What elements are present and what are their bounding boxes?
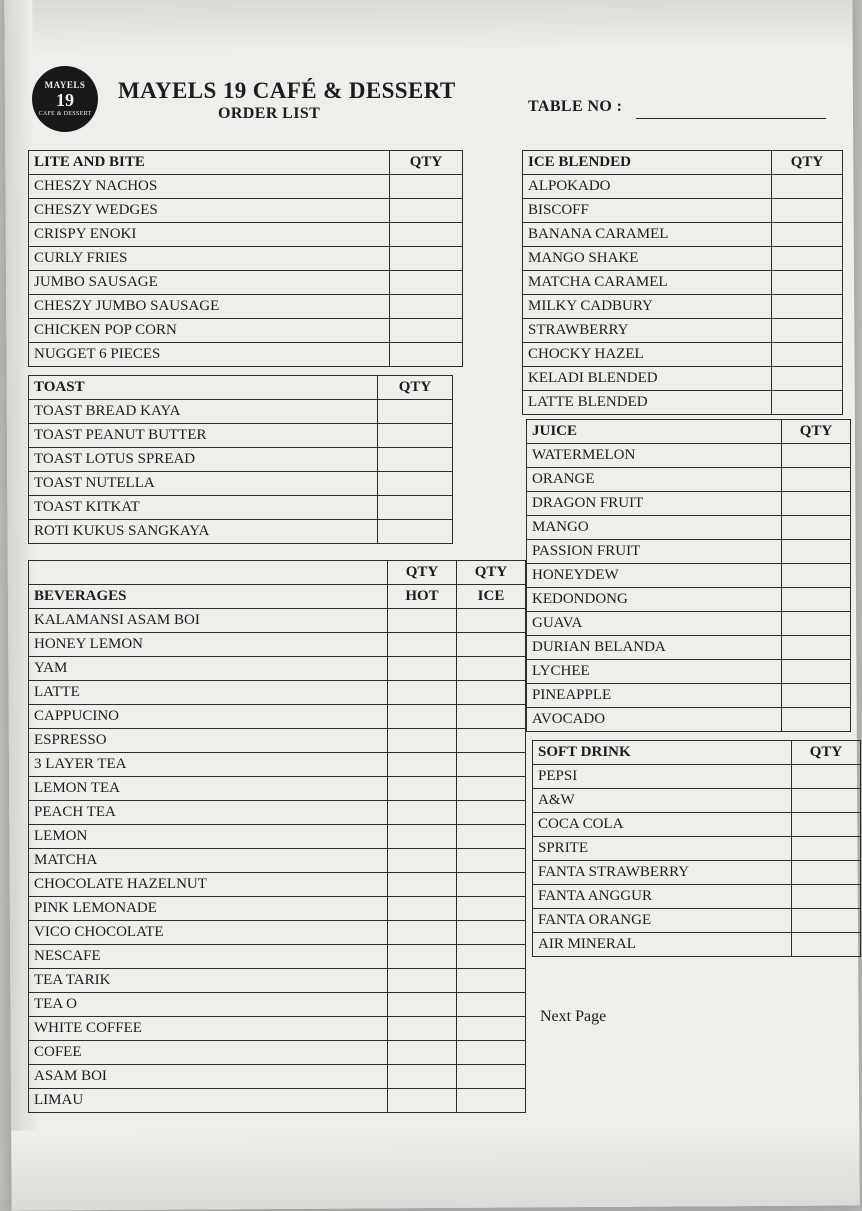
qty-input-cell[interactable] <box>782 660 851 684</box>
table-row <box>527 636 851 660</box>
qty-input-cell[interactable] <box>782 540 851 564</box>
qty-input-cell[interactable] <box>792 933 861 957</box>
soft-drink-body <box>533 741 861 957</box>
qty-ice-cell[interactable] <box>457 777 526 801</box>
item-label: DRAGON FRUIT <box>527 492 782 516</box>
item-label: AVOCADO <box>527 708 782 732</box>
table-row <box>527 564 851 588</box>
qty-input-cell[interactable] <box>390 295 463 319</box>
item-label: SPRITE <box>533 837 792 861</box>
item-label: HONEY LEMON <box>29 633 388 657</box>
qty-header: QTY <box>792 741 861 765</box>
item-label: LATTE <box>29 681 388 705</box>
qty-input-cell[interactable] <box>772 199 843 223</box>
qty-ice-cell[interactable] <box>457 729 526 753</box>
qty-hot-cell[interactable] <box>388 681 457 705</box>
qty-header: QTY <box>390 151 463 175</box>
qty-input-cell[interactable] <box>378 472 453 496</box>
table-row <box>29 969 526 993</box>
section-title-ice-blended: ICE BLENDED <box>523 151 772 175</box>
logo-line-2: 19 <box>56 90 74 111</box>
item-label: CURLY FRIES <box>29 247 390 271</box>
item-label: COFEE <box>29 1041 388 1065</box>
item-label: BANANA CARAMEL <box>523 223 772 247</box>
item-label: FANTA ANGGUR <box>533 885 792 909</box>
qty-hot-cell[interactable] <box>388 1017 457 1041</box>
table-row <box>523 247 843 271</box>
qty-hot-cell[interactable] <box>388 873 457 897</box>
table-row <box>29 319 463 343</box>
item-label: TOAST BREAD KAYA <box>29 400 378 424</box>
qty-hot-cell[interactable] <box>388 729 457 753</box>
logo-line-1: MAYELS <box>44 79 86 90</box>
qty-input-cell[interactable] <box>782 708 851 732</box>
qty-input-cell[interactable] <box>772 343 843 367</box>
section-juice <box>526 419 851 732</box>
qty-ice-cell[interactable] <box>457 1089 526 1113</box>
item-label: MATCHA <box>29 849 388 873</box>
table-row <box>29 247 463 271</box>
qty-hot-cell[interactable] <box>388 777 457 801</box>
qty-input-cell[interactable] <box>390 343 463 367</box>
table-row <box>533 837 861 861</box>
table-row <box>523 175 843 199</box>
item-label: JUMBO SAUSAGE <box>29 271 390 295</box>
qty-ice-cell[interactable] <box>457 801 526 825</box>
item-label: ROTI KUKUS SANGKAYA <box>29 520 378 544</box>
table-header-row-qty <box>29 561 526 585</box>
qty-header: QTY <box>378 376 453 400</box>
qty-hot-cell[interactable] <box>388 705 457 729</box>
item-label: CHESZY NACHOS <box>29 175 390 199</box>
section-toast <box>28 375 453 544</box>
qty-hot-cell[interactable] <box>388 969 457 993</box>
item-label: VICO CHOCOLATE <box>29 921 388 945</box>
section-title-toast: TOAST <box>29 376 378 400</box>
item-label: TOAST NUTELLA <box>29 472 378 496</box>
qty-ice-cell[interactable] <box>457 993 526 1017</box>
section-title-juice: JUICE <box>527 420 782 444</box>
qty-hot-cell[interactable] <box>388 1089 457 1113</box>
qty-input-cell[interactable] <box>390 223 463 247</box>
table-row <box>523 391 843 415</box>
qty-input-cell[interactable] <box>390 175 463 199</box>
table-row <box>29 223 463 247</box>
table-row <box>527 612 851 636</box>
qty-input-cell[interactable] <box>390 199 463 223</box>
item-label: TOAST PEANUT BUTTER <box>29 424 378 448</box>
table-row <box>29 681 526 705</box>
table-row <box>29 199 463 223</box>
qty-hot-cell[interactable] <box>388 1065 457 1089</box>
table-row <box>29 271 463 295</box>
qty-input-cell[interactable] <box>782 588 851 612</box>
section-soft-drink <box>532 740 861 957</box>
table-row <box>523 199 843 223</box>
juice-body <box>527 420 851 732</box>
table-row <box>29 993 526 1017</box>
item-label: PINEAPPLE <box>527 684 782 708</box>
item-label: NUGGET 6 PIECES <box>29 343 390 367</box>
table-row <box>29 1041 526 1065</box>
item-label: PINK LEMONADE <box>29 897 388 921</box>
qty-input-cell[interactable] <box>792 909 861 933</box>
item-label: CHESZY JUMBO SAUSAGE <box>29 295 390 319</box>
qty-ice-cell[interactable] <box>457 945 526 969</box>
table-row <box>527 660 851 684</box>
section-title-soft-drink: SOFT DRINK <box>533 741 792 765</box>
item-label: PEACH TEA <box>29 801 388 825</box>
qty-ice-cell[interactable] <box>457 873 526 897</box>
item-label: HONEYDEW <box>527 564 782 588</box>
table-row <box>29 1065 526 1089</box>
qty-input-cell[interactable] <box>792 837 861 861</box>
item-label: LATTE BLENDED <box>523 391 772 415</box>
table-row <box>527 444 851 468</box>
table-row <box>29 1089 526 1113</box>
qty-ice-cell[interactable] <box>457 1017 526 1041</box>
table-row <box>29 849 526 873</box>
qty-input-cell[interactable] <box>782 444 851 468</box>
qty-hot-cell[interactable] <box>388 657 457 681</box>
table-row <box>533 861 861 885</box>
item-label: BISCOFF <box>523 199 772 223</box>
qty-ice-cell[interactable] <box>457 897 526 921</box>
beverages-body <box>29 561 526 1113</box>
table-row <box>523 319 843 343</box>
ice-blended-body <box>523 151 843 415</box>
qty-ice-cell[interactable] <box>457 753 526 777</box>
hot-header: HOT <box>388 585 457 609</box>
spacer-cell <box>29 561 388 585</box>
table-row <box>29 753 526 777</box>
qty-input-cell[interactable] <box>772 247 843 271</box>
qty-hot-cell[interactable] <box>388 921 457 945</box>
table-row <box>29 921 526 945</box>
item-label: COCA COLA <box>533 813 792 837</box>
table-row <box>527 588 851 612</box>
ice-header: ICE <box>457 585 526 609</box>
table-row <box>29 705 526 729</box>
item-label: MANGO SHAKE <box>523 247 772 271</box>
qty-ice-cell[interactable] <box>457 705 526 729</box>
table-header-row <box>29 585 526 609</box>
section-lite-and-bite <box>28 150 463 367</box>
item-label: NESCAFE <box>29 945 388 969</box>
table-row <box>29 295 463 319</box>
qty-hot-cell[interactable] <box>388 825 457 849</box>
qty-input-cell[interactable] <box>782 492 851 516</box>
table-row <box>29 873 526 897</box>
item-label: YAM <box>29 657 388 681</box>
table-row <box>527 492 851 516</box>
qty-input-cell[interactable] <box>792 789 861 813</box>
item-label: 3 LAYER TEA <box>29 753 388 777</box>
qty-input-cell[interactable] <box>378 400 453 424</box>
item-label: LIMAU <box>29 1089 388 1113</box>
table-header-row <box>29 151 463 175</box>
qty-input-cell[interactable] <box>792 765 861 789</box>
section-beverages <box>28 560 526 1113</box>
item-label: WHITE COFFEE <box>29 1017 388 1041</box>
qty-hot-cell[interactable] <box>388 1041 457 1065</box>
qty-hot-cell[interactable] <box>388 993 457 1017</box>
item-label: CRISPY ENOKI <box>29 223 390 247</box>
table-row <box>29 175 463 199</box>
qty-ice-cell[interactable] <box>457 633 526 657</box>
qty-hot-cell[interactable] <box>388 633 457 657</box>
item-label: DURIAN BELANDA <box>527 636 782 660</box>
item-label: CHESZY WEDGES <box>29 199 390 223</box>
qty-input-cell[interactable] <box>772 391 843 415</box>
qty-input-cell[interactable] <box>390 271 463 295</box>
item-label: KELADI BLENDED <box>523 367 772 391</box>
item-label: ASAM BOI <box>29 1065 388 1089</box>
table-row <box>533 765 861 789</box>
qty-input-cell[interactable] <box>772 319 843 343</box>
item-label: LYCHEE <box>527 660 782 684</box>
item-label: MANGO <box>527 516 782 540</box>
item-label: LEMON TEA <box>29 777 388 801</box>
table-row <box>29 945 526 969</box>
qty-hot-cell[interactable] <box>388 849 457 873</box>
table-row <box>533 909 861 933</box>
qty-ice-cell[interactable] <box>457 609 526 633</box>
item-label: CHICKEN POP CORN <box>29 319 390 343</box>
section-ice-blended <box>522 150 843 415</box>
qty-ice-cell[interactable] <box>457 969 526 993</box>
item-label: ORANGE <box>527 468 782 492</box>
table-row <box>29 801 526 825</box>
qty-input-cell[interactable] <box>782 684 851 708</box>
table-header-row <box>523 151 843 175</box>
item-label: ALPOKADO <box>523 175 772 199</box>
lite-and-bite-body <box>29 151 463 367</box>
qty-hot-cell[interactable] <box>388 609 457 633</box>
qty-ice-cell[interactable] <box>457 657 526 681</box>
logo-line-3: CAFE & DESSERT <box>38 111 92 118</box>
table-header-row <box>29 376 453 400</box>
item-label: KEDONDONG <box>527 588 782 612</box>
item-label: PEPSI <box>533 765 792 789</box>
qty-input-cell[interactable] <box>378 448 453 472</box>
item-label: ESPRESSO <box>29 729 388 753</box>
qty-input-cell[interactable] <box>782 468 851 492</box>
item-label: TEA O <box>29 993 388 1017</box>
qty-ice-cell[interactable] <box>457 1065 526 1089</box>
qty-hot-cell[interactable] <box>388 945 457 969</box>
item-label: LEMON <box>29 825 388 849</box>
qty-hot-cell[interactable] <box>388 753 457 777</box>
table-row <box>29 343 463 367</box>
table-row <box>533 789 861 813</box>
table-row <box>29 472 453 496</box>
qty-input-cell[interactable] <box>390 319 463 343</box>
table-row <box>29 777 526 801</box>
qty-input-cell[interactable] <box>782 516 851 540</box>
qty-input-cell[interactable] <box>390 247 463 271</box>
item-label: CHOCOLATE HAZELNUT <box>29 873 388 897</box>
item-label: STRAWBERRY <box>523 319 772 343</box>
table-row <box>523 271 843 295</box>
item-label: KALAMANSI ASAM BOI <box>29 609 388 633</box>
table-row <box>29 448 453 472</box>
item-label: TEA TARIK <box>29 969 388 993</box>
section-title-lite-and-bite: LITE AND BITE <box>29 151 390 175</box>
qty-hot-cell[interactable] <box>388 801 457 825</box>
table-no-field[interactable] <box>636 118 826 119</box>
item-label: MILKY CADBURY <box>523 295 772 319</box>
table-row <box>29 825 526 849</box>
table-row <box>533 813 861 837</box>
item-label: TOAST KITKAT <box>29 496 378 520</box>
table-row <box>29 657 526 681</box>
qty-ice-cell[interactable] <box>457 1041 526 1065</box>
qty-ice-cell[interactable] <box>457 681 526 705</box>
table-row <box>29 400 453 424</box>
qty-header-ice: QTY <box>457 561 526 585</box>
page-subtitle: ORDER LIST <box>218 105 321 122</box>
table-row <box>527 708 851 732</box>
table-row <box>533 933 861 957</box>
qty-input-cell[interactable] <box>772 271 843 295</box>
item-label: CHOCKY HAZEL <box>523 343 772 367</box>
table-row <box>29 897 526 921</box>
table-row <box>523 343 843 367</box>
table-row <box>29 729 526 753</box>
table-row <box>527 540 851 564</box>
item-label: TOAST LOTUS SPREAD <box>29 448 378 472</box>
table-row <box>523 223 843 247</box>
qty-input-cell[interactable] <box>378 424 453 448</box>
qty-input-cell[interactable] <box>782 564 851 588</box>
qty-header: QTY <box>782 420 851 444</box>
qty-input-cell[interactable] <box>772 367 843 391</box>
table-row <box>527 684 851 708</box>
qty-input-cell[interactable] <box>378 496 453 520</box>
item-label: FANTA ORANGE <box>533 909 792 933</box>
qty-input-cell[interactable] <box>772 295 843 319</box>
qty-ice-cell[interactable] <box>457 849 526 873</box>
qty-header: QTY <box>772 151 843 175</box>
section-title-beverages: BEVERAGES <box>29 585 388 609</box>
qty-input-cell[interactable] <box>772 223 843 247</box>
qty-header-hot: QTY <box>388 561 457 585</box>
table-row <box>523 295 843 319</box>
table-row <box>29 424 453 448</box>
item-label: MATCHA CARAMEL <box>523 271 772 295</box>
item-label: GUAVA <box>527 612 782 636</box>
table-row <box>523 367 843 391</box>
qty-input-cell[interactable] <box>792 861 861 885</box>
table-header-row <box>533 741 861 765</box>
qty-input-cell[interactable] <box>782 636 851 660</box>
cafe-logo <box>32 66 98 132</box>
item-label: AIR MINERAL <box>533 933 792 957</box>
table-row <box>29 496 453 520</box>
toast-body <box>29 376 453 544</box>
qty-input-cell[interactable] <box>792 885 861 909</box>
table-row <box>29 1017 526 1041</box>
item-label: PASSION FRUIT <box>527 540 782 564</box>
table-no-label: TABLE NO : <box>528 98 623 115</box>
page-title: MAYELS 19 CAFÉ & DESSERT <box>118 78 456 103</box>
table-row <box>533 885 861 909</box>
table-row <box>29 520 453 544</box>
qty-ice-cell[interactable] <box>457 921 526 945</box>
item-label: CAPPUCINO <box>29 705 388 729</box>
table-header-row <box>527 420 851 444</box>
qty-ice-cell[interactable] <box>457 825 526 849</box>
table-row <box>29 609 526 633</box>
qty-input-cell[interactable] <box>782 612 851 636</box>
item-label: WATERMELON <box>527 444 782 468</box>
qty-input-cell[interactable] <box>378 520 453 544</box>
table-row <box>527 516 851 540</box>
qty-hot-cell[interactable] <box>388 897 457 921</box>
qty-input-cell[interactable] <box>772 175 843 199</box>
next-page-label[interactable]: Next Page <box>540 1008 607 1025</box>
table-row <box>527 468 851 492</box>
table-row <box>29 633 526 657</box>
qty-input-cell[interactable] <box>792 813 861 837</box>
item-label: FANTA STRAWBERRY <box>533 861 792 885</box>
item-label: A&W <box>533 789 792 813</box>
